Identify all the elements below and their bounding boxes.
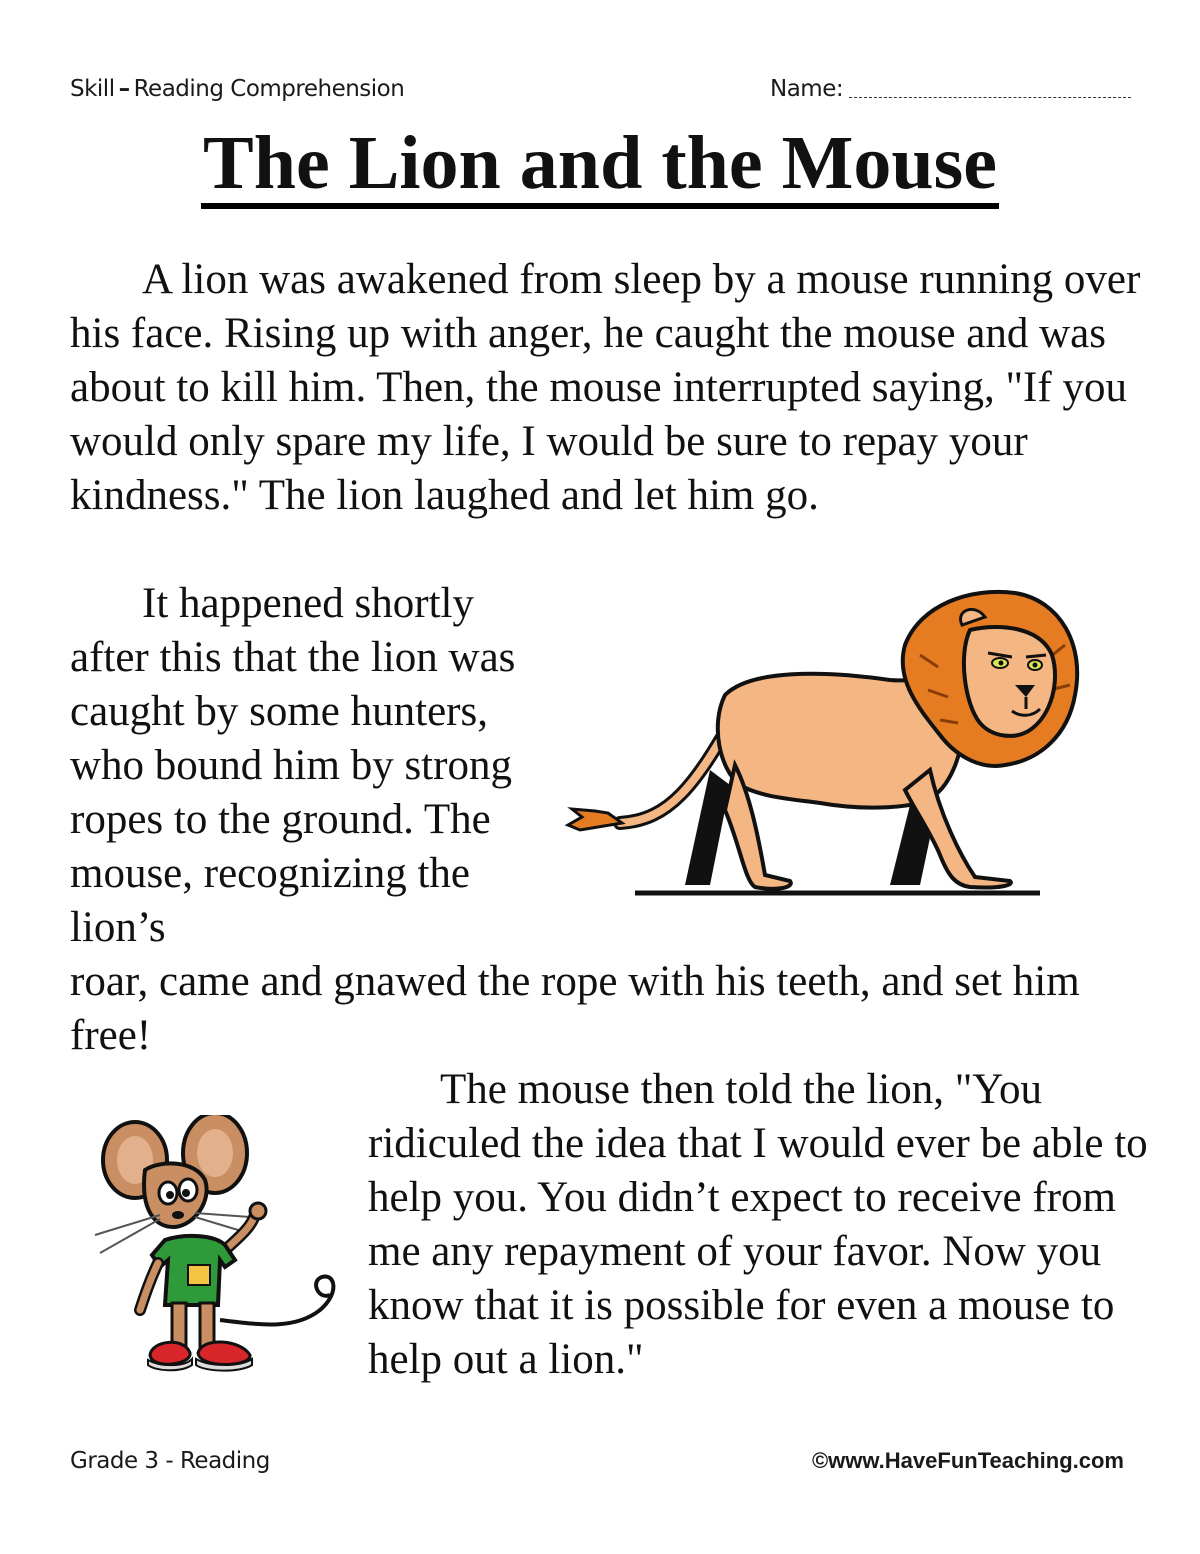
- grade-label: Grade 3 - Reading: [70, 1448, 270, 1474]
- page-title: The Lion and the Mouse: [0, 118, 1200, 209]
- story-paragraph-1: A lion was awakened from sleep by a mouse running over his face. Rising up with anger, he caught the mouse and was about to kill him. Then, the mouse interrupted saying, "If you would only spare my life, I would be sure to repay your kindness." The lion laughed and let him go.: [70, 256, 1141, 519]
- story-paragraph-2-part-2: roar, came and gnawed the rope with his teeth, and set him free!: [70, 958, 1080, 1059]
- name-blank-line[interactable]: [849, 97, 1131, 98]
- lion-illustration: [560, 585, 1090, 905]
- skill-value: Reading Comprehension: [133, 76, 405, 102]
- name-label: Name:: [770, 76, 844, 102]
- mouse-illustration: [90, 1115, 350, 1390]
- story-paragraph-3: The mouse then told the lion, "You ridiculed the idea that I would ever be able to help you. You didn’t expect to receive from me any repayment of your favor. Now you know that it is possible for even a mouse to help out a lion.": [368, 1066, 1148, 1383]
- story-paragraph-2-part-1: It happened shortly after this that the lion was caught by some hunters, who bound him by strong ropes to the ground. The mouse, recognizing the lion’s: [70, 580, 516, 951]
- copyright-link[interactable]: ©www.HaveFunTeaching.com: [811, 1448, 1124, 1473]
- skill-label: Skill: [70, 76, 115, 102]
- skill-header: [70, 76, 404, 102]
- name-field[interactable]: [770, 76, 1131, 102]
- skill-separator: –: [118, 76, 130, 102]
